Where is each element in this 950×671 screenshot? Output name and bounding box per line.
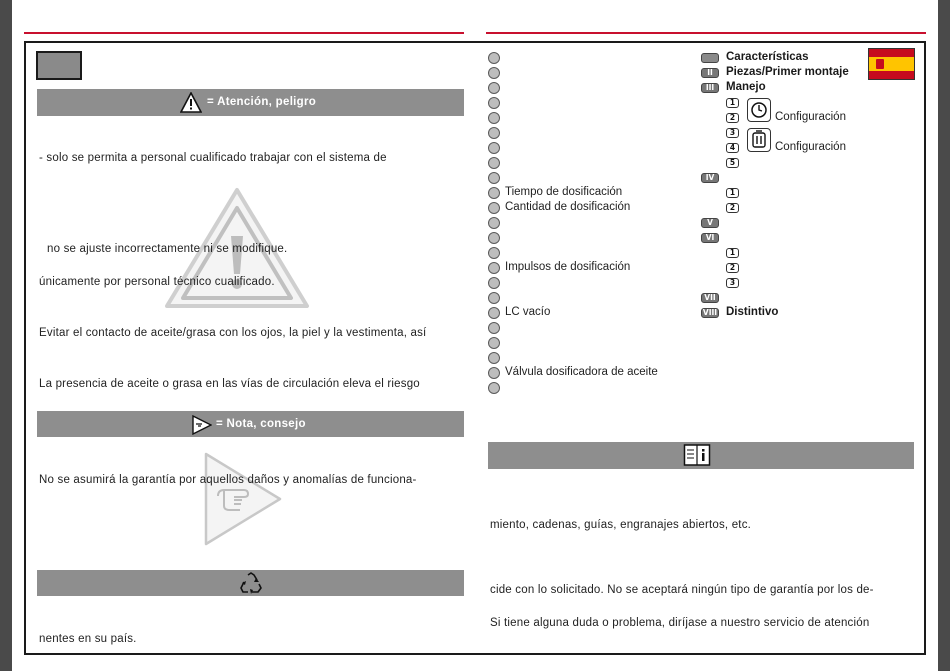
toc-bullet: [488, 367, 500, 379]
toc-bullet: [488, 52, 500, 64]
subitem-badge: 1: [726, 98, 739, 108]
subitem-badge: 2: [726, 263, 739, 273]
chapter-badge-3: III: [701, 83, 719, 93]
toc-item-impulsos[interactable]: Impulsos de dosificación: [505, 261, 631, 273]
chapter-badge-4: IV: [701, 173, 719, 183]
toc-bullet: [488, 307, 500, 319]
warning-paragraph-1: - solo se permita a personal cualificado trabajar con el sistema de: [39, 152, 387, 164]
chapter-label-manejo[interactable]: Manejo: [726, 81, 766, 93]
subitem-badge: 1: [726, 248, 739, 258]
right-header-rule: [486, 32, 926, 34]
subitem-badge: 3: [726, 128, 739, 138]
toc-bullet: [488, 247, 500, 259]
page-frame: [24, 41, 926, 655]
warning-triangle-icon: [180, 92, 202, 113]
info-paragraph-1: miento, cadenas, guías, engranajes abiertos, etc.: [490, 519, 752, 531]
recycle-icon: [239, 572, 263, 594]
warning-paragraph-5: La presencia de aceite o grasa en las vías de circulación eleva el riesgo: [39, 378, 420, 390]
subitem-badge: 2: [726, 113, 739, 123]
toc-item-lc-vacio[interactable]: LC vacío: [505, 306, 551, 318]
recycle-paragraph: nentes en su país.: [39, 633, 137, 645]
toc-bullet: [488, 262, 500, 274]
pointing-hand-icon: [192, 415, 212, 435]
toc-bullet: [488, 127, 500, 139]
config-label-2[interactable]: Configuración: [775, 141, 846, 153]
toc-bullet: [488, 157, 500, 169]
config-label-1[interactable]: Configuración: [775, 111, 846, 123]
chapter-badge-8: VIII: [702, 308, 718, 317]
warning-title: = Atención, peligro: [207, 96, 317, 108]
info-paragraph-3: Si tiene alguna duda o problema, diríjase a nuestro servicio de atención: [490, 617, 870, 629]
chapter-badge-5: V: [701, 218, 719, 228]
warning-paragraph-2: no se ajuste incorrectamente ni se modifique.: [47, 243, 288, 255]
chapter-badge-2: II: [701, 68, 719, 78]
chapter-label-distintivo[interactable]: Distintivo: [726, 306, 779, 318]
section-marker-box: [36, 51, 82, 80]
toc-item-cantidad[interactable]: Cantidad de dosificación: [505, 201, 631, 213]
spain-flag-icon: [868, 48, 915, 80]
note-watermark-icon: [204, 452, 282, 546]
toc-bullet: [488, 277, 500, 289]
toc-item-tiempo[interactable]: Tiempo de dosificación: [505, 186, 623, 198]
chapter-badge-1: [701, 53, 719, 63]
toc-bullet: [488, 112, 500, 124]
toc-bullet: [488, 322, 500, 334]
note-title: = Nota, consejo: [216, 418, 306, 430]
toc-bullet: [488, 337, 500, 349]
toc-bullet: [488, 232, 500, 244]
toc-bullet: [488, 97, 500, 109]
device-icon: [747, 128, 771, 152]
chapter-badge-6: VI: [701, 233, 719, 243]
toc-bullet: [488, 187, 500, 199]
toc-bullet: [488, 142, 500, 154]
toc-bullet: [488, 217, 500, 229]
chapter-badge-7: VII: [701, 293, 719, 303]
left-page-edge: [0, 0, 12, 671]
toc-bullet: [488, 292, 500, 304]
subitem-badge: 2: [726, 203, 739, 213]
subitem-badge: 1: [726, 188, 739, 198]
toc-bullet: [488, 67, 500, 79]
info-paragraph-2: cide con lo solicitado. No se aceptará ningún tipo de garantía por los de-: [490, 584, 874, 596]
toc-bullet: [488, 352, 500, 364]
toc-bullet: [488, 202, 500, 214]
toc-bullet: [488, 172, 500, 184]
clock-icon: [747, 98, 771, 122]
chapter-label-caracteristicas[interactable]: Características: [726, 51, 809, 63]
left-header-rule: [24, 32, 464, 34]
subitem-badge: 4: [726, 143, 739, 153]
warning-paragraph-3: únicamente por personal técnico cualificado.: [39, 276, 275, 288]
note-paragraph: No se asumirá la garantía por aquellos daños y anomalías de funciona-: [39, 474, 417, 486]
warning-paragraph-4: Evitar el contacto de aceite/grasa con los ojos, la piel y la vestimenta, así: [39, 327, 427, 339]
right-page-edge: [938, 0, 950, 671]
toc-item-valvula[interactable]: Válvula dosificadora de aceite: [505, 366, 658, 378]
toc-bullet: [488, 382, 500, 394]
book-info-icon: [683, 443, 711, 467]
toc-bullet: [488, 82, 500, 94]
subitem-badge: 3: [726, 278, 739, 288]
subitem-badge: 5: [726, 158, 739, 168]
chapter-label-piezas[interactable]: Piezas/Primer montaje: [726, 66, 849, 78]
